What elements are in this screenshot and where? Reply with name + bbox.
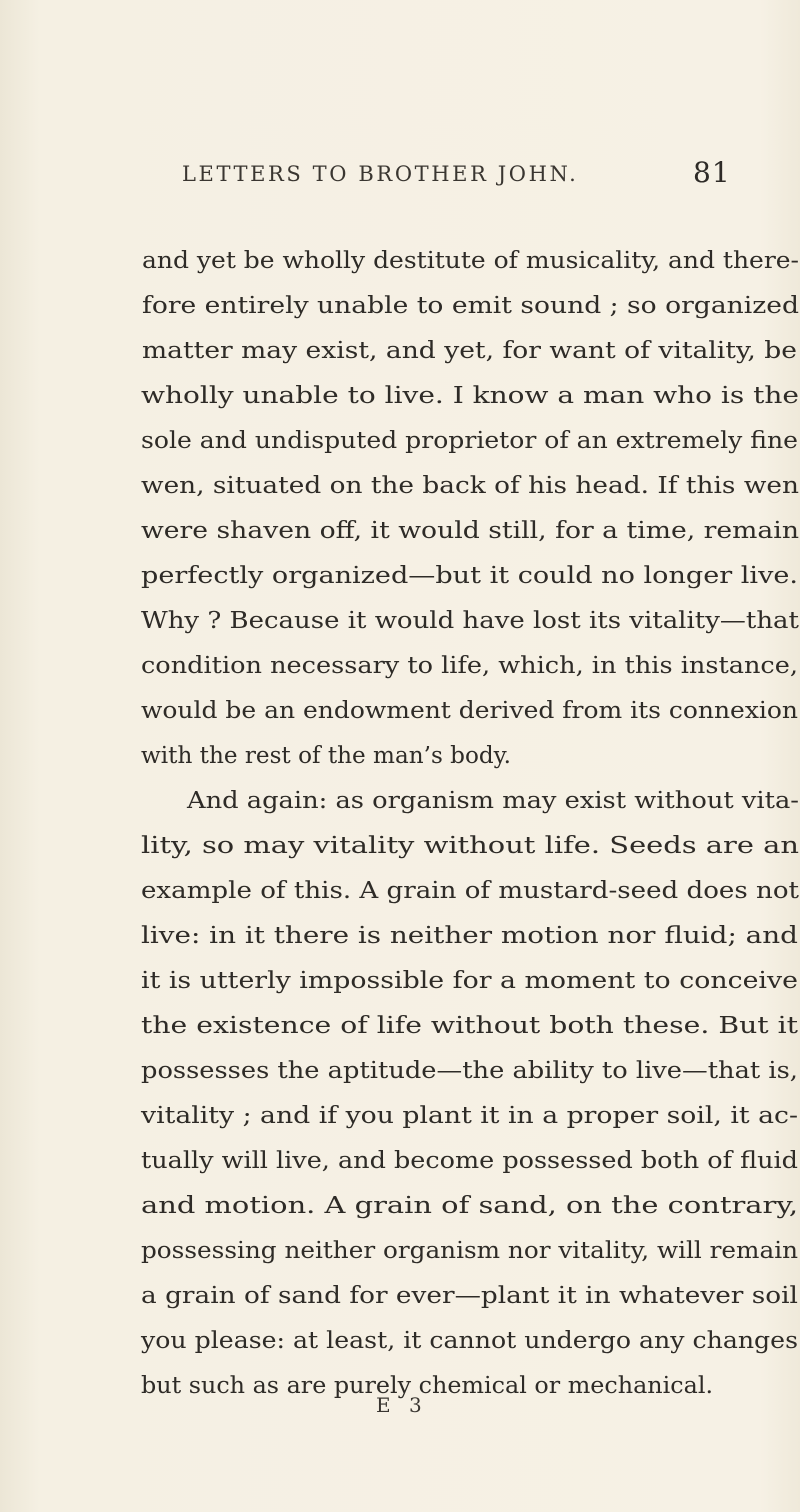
text-line-content: with the rest of the man’s body. (141, 741, 511, 769)
text-line-content: live: in it there is neither motion nor fluid; and (141, 921, 798, 949)
text-line (0, 326, 800, 374)
text-line-content: possessing neither organism nor vitality, will remain (141, 1236, 798, 1264)
text-line-content: would be an endowment derived from its connexion (141, 696, 799, 724)
text-line-content: lity, so may vitality without life. Seeds are an (141, 831, 799, 859)
text-line-content: And again: as organism may exist without vita- (187, 786, 799, 814)
text-line (0, 686, 800, 734)
text-line (0, 1271, 800, 1319)
text-line-content: were shaven off, it would still, for a time, remain (141, 516, 799, 544)
text-line-content: Why ? Because it would have lost its vitality—that (141, 606, 799, 634)
text-line-content: but such as are purely chemical or mechanical. (141, 1371, 714, 1399)
text-line (0, 731, 800, 779)
text-line (0, 1181, 800, 1229)
text-line-content: example of this. A grain of mustard-seed does not (141, 876, 800, 904)
text-line-content: possesses the aptitude—the ability to live—that is, (141, 1056, 798, 1084)
text-line (0, 1091, 800, 1139)
text-line (0, 1001, 800, 1049)
page-number: 81 (693, 156, 731, 189)
text-line-content: the existence of life without both these. But it (141, 1011, 799, 1039)
text-line-content: you please: at least, it cannot undergo any changes (141, 1326, 799, 1354)
page-header (0, 156, 800, 202)
text-line (0, 1316, 800, 1364)
text-line-content: condition necessary to life, which, in this instance, (141, 651, 798, 679)
text-line-content: and yet be wholly destitute of musicality, and there- (142, 246, 799, 274)
text-line (0, 1226, 800, 1274)
text-line (0, 1136, 800, 1184)
signature-mark: E 3 (376, 1393, 428, 1417)
text-line-content: it is utterly impossible for a moment to conceive (141, 966, 798, 994)
text-line-content: wholly unable to live. I know a man who is the (141, 381, 800, 409)
text-line (0, 416, 800, 464)
text-line (0, 506, 800, 554)
text-line-content: a grain of sand for ever—plant it in whatever soil (141, 1281, 798, 1309)
text-line (0, 1046, 800, 1094)
text-line (0, 911, 800, 959)
text-line-content: fore entirely unable to emit sound ; so organized (142, 291, 799, 319)
text-line (0, 866, 800, 914)
text-line-content: tually will live, and become possessed both of fluid (141, 1146, 799, 1174)
text-line (0, 236, 800, 284)
text-line (0, 776, 800, 824)
text-line (0, 956, 800, 1004)
running-head: LETTERS TO BROTHER JOHN. (182, 162, 579, 186)
text-line (0, 461, 800, 509)
text-line (0, 281, 800, 329)
text-line-content: sole and undisputed proprietor of an extremely fine (141, 426, 798, 454)
text-line-content: and motion. A grain of sand, on the contrary, (141, 1191, 799, 1219)
text-line (0, 821, 800, 869)
text-line (0, 641, 800, 689)
text-line-content: vitality ; and if you plant it in a proper soil, it ac- (141, 1101, 798, 1129)
text-line (0, 371, 800, 419)
text-line (0, 596, 800, 644)
text-line-content: perfectly organized—but it could no longer live. (141, 561, 799, 589)
text-line (0, 551, 800, 599)
text-line-content: wen, situated on the back of his head. If this wen (141, 471, 799, 499)
text-line-content: matter may exist, and yet, for want of vitality, be (142, 336, 797, 364)
